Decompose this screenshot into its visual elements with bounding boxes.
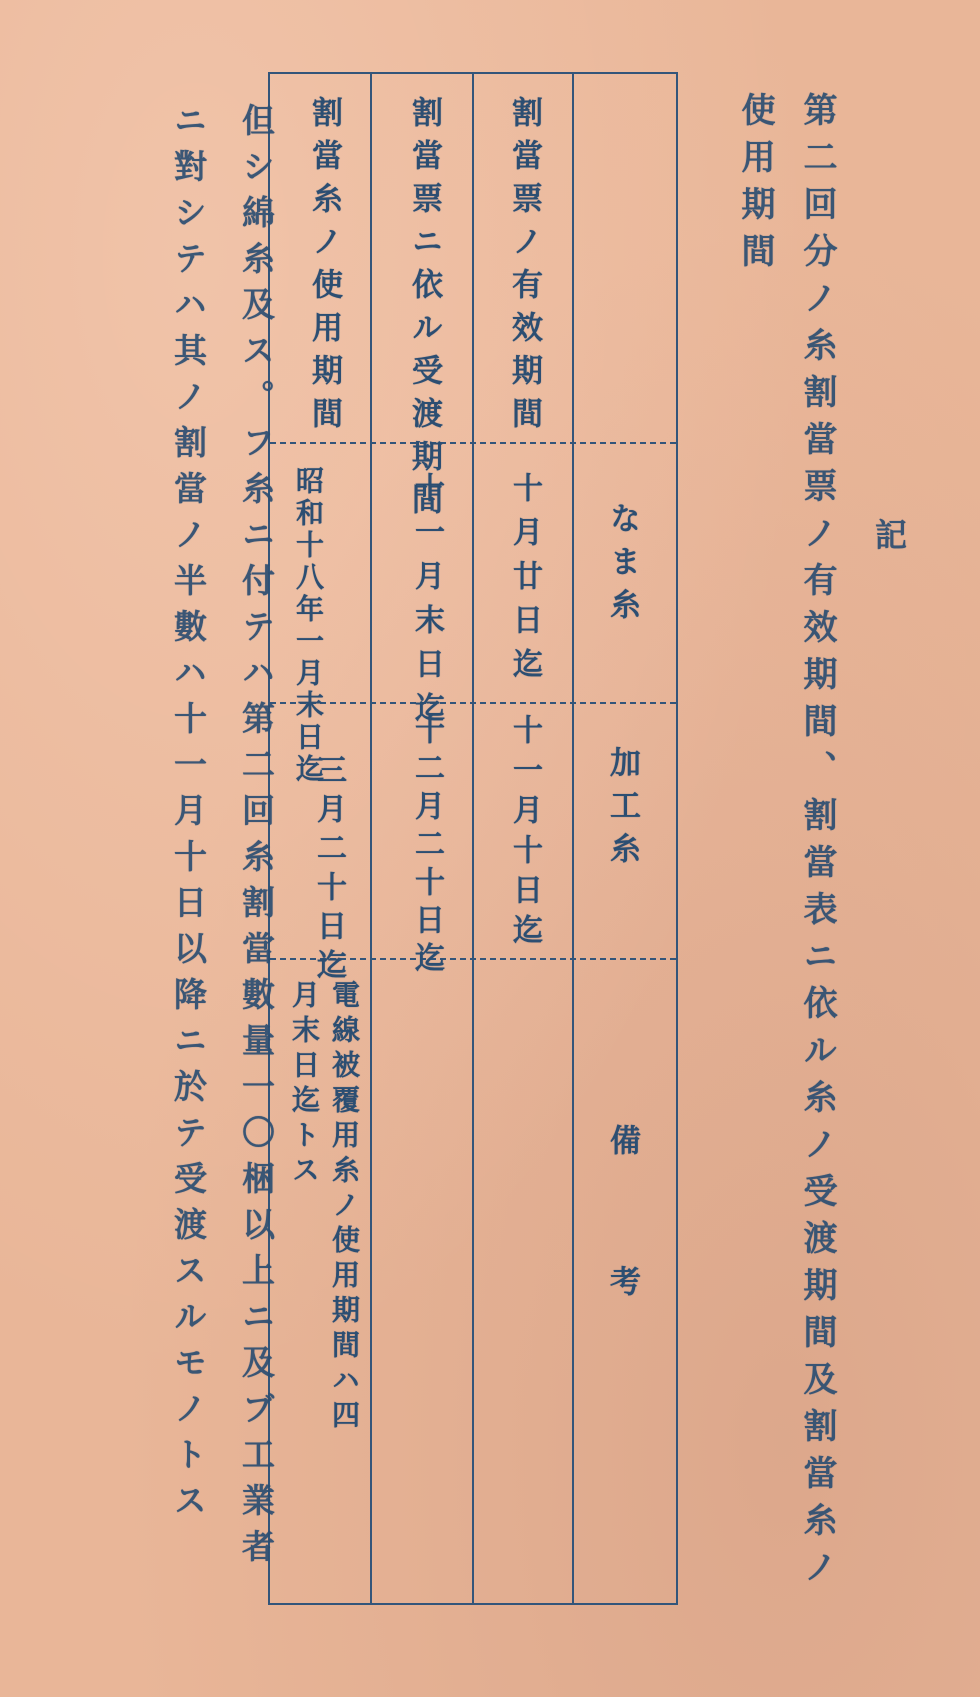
row-label-processed: 加工糸 — [604, 746, 640, 875]
header-usage: 割當糸ノ使用期間 — [306, 96, 342, 440]
column-divider — [472, 74, 474, 1603]
ki-mark: 記 — [870, 518, 908, 550]
cell-remarks-text: 電線被覆用糸ノ使用期間ハ四月末日迄トス — [288, 980, 361, 1435]
cell-proc-usage: 三月二十日迄 — [311, 754, 346, 988]
note-line1: 但シ綿糸及ス。フ糸ニ付テハ第二回糸割當數量一〇梱以上ニ及ブ工業者 — [237, 103, 276, 1575]
cell-proc-delivery: 十二月二十日迄 — [409, 714, 444, 980]
column-divider — [370, 74, 372, 1603]
schedule-table — [268, 72, 678, 1605]
header-validity: 割當票ノ有效期間 — [506, 96, 542, 440]
note-line2: ニ對シテハ其ノ割當ノ半數ハ十一月十日以降ニ於テ受渡スルモノトス — [169, 103, 208, 1529]
cell-raw-delivery: 十一月末日迄 — [409, 472, 444, 736]
row-label-remarks: 備考 — [604, 1124, 640, 1406]
row-divider — [270, 702, 676, 704]
heading-line1: 第二回分ノ糸割當票ノ有效期間、割當表ニ依ル糸ノ受渡期間及割當糸ノ — [797, 92, 837, 1596]
header-delivery: 割當票ニ依ル受渡期間 — [406, 96, 442, 526]
row-label-raw-silk: なま糸 — [604, 502, 640, 631]
cell-raw-validity: 十月廿日迄 — [507, 472, 542, 692]
cell-proc-validity: 十一月十日迄 — [507, 714, 542, 954]
column-divider — [572, 74, 574, 1603]
cell-raw-usage: 昭和十八年一月末日迄 — [292, 466, 325, 786]
heading-line2: 使用期間 — [735, 92, 775, 280]
row-divider — [270, 442, 676, 444]
